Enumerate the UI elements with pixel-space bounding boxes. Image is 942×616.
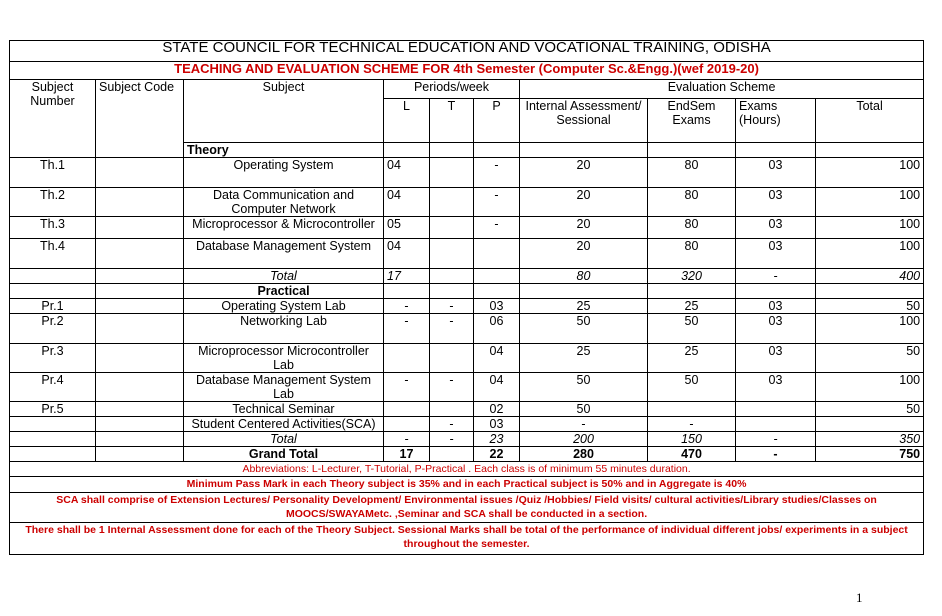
theory-heading: Theory — [184, 143, 384, 158]
subject-code — [96, 217, 184, 239]
internal-assessment: 25 — [520, 344, 648, 373]
sca-note: SCA shall comprise of Extension Lectures/ Personality Development/ Environmental issues /Quiz /Hobbies/ Field visits/ cultural activities/Library studies/Classes on MOOCS/SWAYAMetc. ,Seminar and SCA shall be conducted in a section. — [10, 493, 924, 523]
periods-t — [430, 217, 474, 239]
header-l: L — [384, 99, 430, 143]
header-subject: Subject — [184, 80, 384, 143]
exam-hours: - — [736, 447, 816, 462]
subject-name: Database Management System — [184, 239, 384, 269]
subject-code — [96, 314, 184, 344]
pass-mark-note: Minimum Pass Mark in each Theory subject is 35% and in each Practical subject is 50% and in Aggregate is 40% — [10, 477, 924, 493]
endsem-exams: 25 — [648, 299, 736, 314]
endsem-exams — [648, 402, 736, 417]
page-number: 1 — [856, 590, 863, 605]
internal-assessment: - — [520, 417, 648, 432]
total-marks: 400 — [816, 269, 924, 284]
periods-p: 23 — [474, 432, 520, 447]
periods-t: - — [430, 314, 474, 344]
internal-assessment: 50 — [520, 402, 648, 417]
periods-t — [430, 447, 474, 462]
header-subject-number: Subject Number — [10, 80, 96, 158]
subject-name: Microprocessor Microcontroller Lab — [184, 344, 384, 373]
subject-code — [96, 344, 184, 373]
subject-name: Operating System — [184, 158, 384, 188]
subject-number: Pr.2 — [10, 314, 96, 344]
endsem-exams: 150 — [648, 432, 736, 447]
grand-total-row — [10, 447, 924, 462]
periods-l: 04 — [384, 239, 430, 269]
periods-p: - — [474, 188, 520, 217]
table-row — [10, 239, 924, 269]
internal-assessment: 25 — [520, 299, 648, 314]
periods-l: 04 — [384, 188, 430, 217]
periods-p: - — [474, 158, 520, 188]
exam-hours — [736, 417, 816, 432]
header-subject-code: Subject Code — [96, 80, 184, 158]
page-subtitle: TEACHING AND EVALUATION SCHEME FOR 4th Semester (Computer Sc.&Engg.)(wef 2019-20) — [10, 62, 924, 80]
internal-assessment: 20 — [520, 217, 648, 239]
internal-assessment: 20 — [520, 239, 648, 269]
abbreviations-note: Abbreviations: L-Lecturer, T-Tutorial, P-Practical . Each class is of minimum 55 minutes duration. — [10, 462, 924, 477]
periods-l: 05 — [384, 217, 430, 239]
total-marks: 350 — [816, 432, 924, 447]
exam-hours: 03 — [736, 217, 816, 239]
exam-hours: 03 — [736, 188, 816, 217]
total-marks: 750 — [816, 447, 924, 462]
total-marks: 100 — [816, 373, 924, 402]
periods-p: 03 — [474, 417, 520, 432]
table-row — [10, 417, 924, 432]
exam-hours: 03 — [736, 344, 816, 373]
total-marks: 100 — [816, 158, 924, 188]
practical-total-row — [10, 432, 924, 447]
periods-p — [474, 239, 520, 269]
exam-hours: 03 — [736, 239, 816, 269]
theory-total-row — [10, 269, 924, 284]
subject-number — [10, 417, 96, 432]
header-evaluation-scheme: Evaluation Scheme — [520, 80, 924, 99]
periods-t — [430, 188, 474, 217]
periods-l — [384, 402, 430, 417]
periods-p: 04 — [474, 344, 520, 373]
periods-t: - — [430, 373, 474, 402]
endsem-exams: 80 — [648, 239, 736, 269]
subject-name: Database Management System Lab — [184, 373, 384, 402]
periods-l: 17 — [384, 269, 430, 284]
total-marks — [816, 417, 924, 432]
periods-t: - — [430, 299, 474, 314]
table-row — [10, 402, 924, 417]
subject-number: Th.1 — [10, 158, 96, 188]
theory-total-label: Total — [184, 269, 384, 284]
internal-assessment-note: There shall be 1 Internal Assessment done for each of the Theory Subject. Sessional Marks shall be total of the performance of individual different jobs/ experiments in a subject throughout the semester. — [10, 523, 924, 555]
exam-hours: - — [736, 432, 816, 447]
periods-l: - — [384, 314, 430, 344]
total-marks: 100 — [816, 188, 924, 217]
table-row — [10, 158, 924, 188]
table-row — [10, 314, 924, 344]
endsem-exams: 25 — [648, 344, 736, 373]
header-endsem-exams: EndSem Exams — [648, 99, 736, 143]
periods-t — [430, 269, 474, 284]
exam-hours: - — [736, 269, 816, 284]
evaluation-scheme-table — [9, 40, 924, 555]
periods-l — [384, 344, 430, 373]
periods-t — [430, 344, 474, 373]
exam-hours: 03 — [736, 314, 816, 344]
subject-number: Pr.3 — [10, 344, 96, 373]
table-row — [10, 373, 924, 402]
periods-t: - — [430, 432, 474, 447]
subject-number: Th.2 — [10, 188, 96, 217]
periods-l: 04 — [384, 158, 430, 188]
header-internal-assessment: Internal Assessment/ Sessional — [520, 99, 648, 143]
exam-hours — [736, 402, 816, 417]
total-marks: 100 — [816, 217, 924, 239]
periods-p — [474, 269, 520, 284]
total-marks: 50 — [816, 344, 924, 373]
periods-p: 06 — [474, 314, 520, 344]
total-marks: 50 — [816, 402, 924, 417]
endsem-exams: 470 — [648, 447, 736, 462]
table-row — [10, 188, 924, 217]
periods-t: - — [430, 417, 474, 432]
exam-hours: 03 — [736, 158, 816, 188]
subject-code — [96, 402, 184, 417]
periods-l: - — [384, 432, 430, 447]
practical-total-label: Total — [184, 432, 384, 447]
subject-name: Student Centered Activities(SCA) — [184, 417, 384, 432]
endsem-exams: 80 — [648, 158, 736, 188]
periods-l — [384, 417, 430, 432]
total-marks: 100 — [816, 239, 924, 269]
subject-name: Networking Lab — [184, 314, 384, 344]
internal-assessment: 200 — [520, 432, 648, 447]
subject-code — [96, 158, 184, 188]
table-row — [10, 299, 924, 314]
subject-code — [96, 299, 184, 314]
endsem-exams: 50 — [648, 314, 736, 344]
subject-name: Data Communication and Computer Network — [184, 188, 384, 217]
periods-t — [430, 239, 474, 269]
periods-p: 03 — [474, 299, 520, 314]
internal-assessment: 50 — [520, 373, 648, 402]
endsem-exams: 320 — [648, 269, 736, 284]
table-row — [10, 344, 924, 373]
page-title: STATE COUNCIL FOR TECHNICAL EDUCATION AND VOCATIONAL TRAINING, ODISHA — [10, 41, 924, 62]
total-marks: 100 — [816, 314, 924, 344]
periods-t — [430, 402, 474, 417]
internal-assessment: 80 — [520, 269, 648, 284]
header-exams-hours: Exams (Hours) — [736, 99, 816, 143]
header-periods-week: Periods/week — [384, 80, 520, 99]
internal-assessment: 280 — [520, 447, 648, 462]
endsem-exams: 50 — [648, 373, 736, 402]
periods-p: 04 — [474, 373, 520, 402]
table-row — [10, 217, 924, 239]
header-total: Total — [816, 99, 924, 143]
subject-code — [96, 188, 184, 217]
subject-number: Pr.4 — [10, 373, 96, 402]
endsem-exams: - — [648, 417, 736, 432]
subject-name: Microprocessor & Microcontroller — [184, 217, 384, 239]
periods-l: 17 — [384, 447, 430, 462]
internal-assessment: 50 — [520, 314, 648, 344]
subject-name: Operating System Lab — [184, 299, 384, 314]
periods-p: 02 — [474, 402, 520, 417]
practical-heading: Practical — [184, 284, 384, 299]
header-p: P — [474, 99, 520, 143]
exam-hours: 03 — [736, 373, 816, 402]
subject-number: Pr.5 — [10, 402, 96, 417]
internal-assessment: 20 — [520, 188, 648, 217]
subject-number: Th.3 — [10, 217, 96, 239]
periods-l: - — [384, 373, 430, 402]
subject-code — [96, 417, 184, 432]
header-t: T — [430, 99, 474, 143]
subject-number: Th.4 — [10, 239, 96, 269]
total-marks: 50 — [816, 299, 924, 314]
subject-code — [96, 373, 184, 402]
exam-hours: 03 — [736, 299, 816, 314]
periods-p: - — [474, 217, 520, 239]
endsem-exams: 80 — [648, 188, 736, 217]
periods-l: - — [384, 299, 430, 314]
periods-p: 22 — [474, 447, 520, 462]
internal-assessment: 20 — [520, 158, 648, 188]
endsem-exams: 80 — [648, 217, 736, 239]
subject-number: Pr.1 — [10, 299, 96, 314]
subject-name: Technical Seminar — [184, 402, 384, 417]
grand-total-label: Grand Total — [184, 447, 384, 462]
subject-code — [96, 239, 184, 269]
periods-t — [430, 158, 474, 188]
